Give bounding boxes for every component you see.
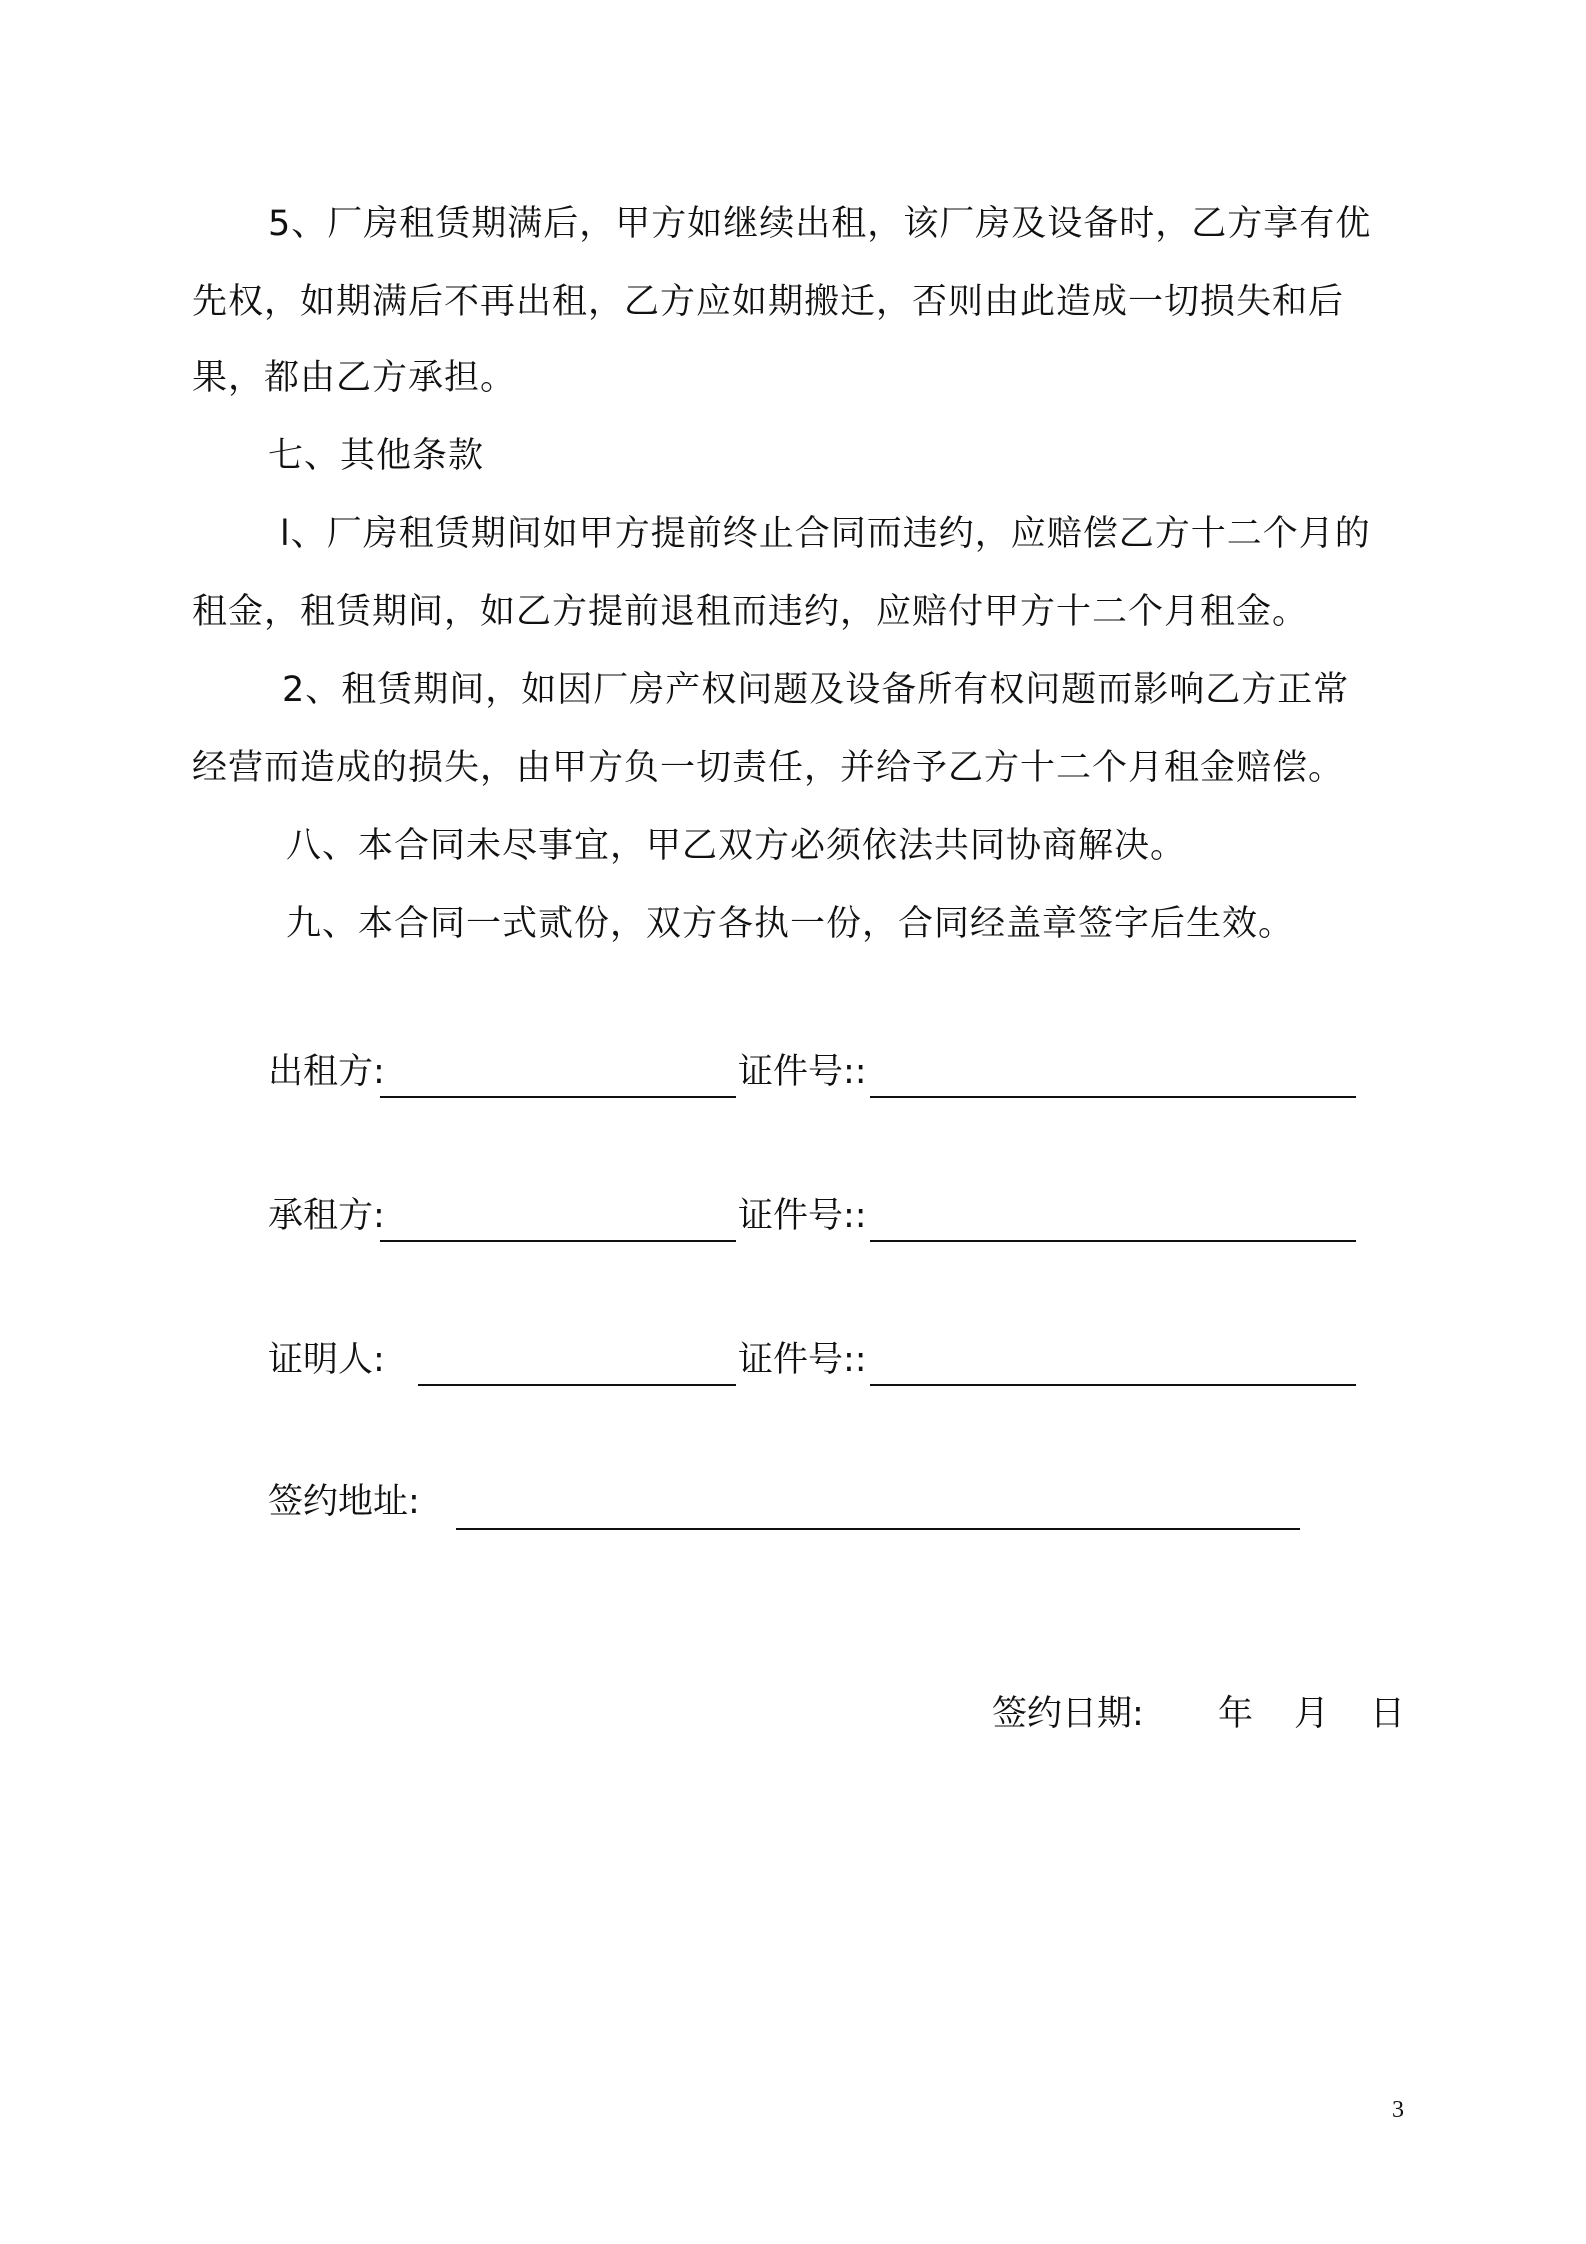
clause-5-line-1: 5、厂房租赁期满后，甲方如继续出租，该厂房及设备时，乙方享有优 [268, 204, 1372, 244]
witness-signature-line[interactable] [418, 1384, 736, 1386]
section-7-heading: 七、其他条款 [268, 436, 485, 476]
clause-7-1-line-1: l、厂房租赁期间如甲方提前终止合同而违约，应赔偿乙方十二个月的 [280, 514, 1371, 554]
clause-7-1-line-2: 租金，租赁期间，如乙方提前退租而违约，应赔付甲方十二个月租金。 [192, 592, 1309, 632]
signing-date-label: 签约日期: [992, 1694, 1144, 1734]
lessee-id-line[interactable] [870, 1240, 1356, 1242]
address-label: 签约地址: [268, 1482, 420, 1522]
witness-id-line[interactable] [870, 1384, 1356, 1386]
address-line[interactable] [456, 1528, 1300, 1530]
signing-date-year: 年 [1218, 1694, 1254, 1734]
witness-id-label: 证件号:: [738, 1340, 867, 1380]
clause-7-2-line-1: 2、租赁期间，如因厂房产权问题及设备所有权问题而影响乙方正常 [282, 670, 1350, 710]
signing-date-month: 月 [1294, 1694, 1330, 1734]
lessee-label: 承租方: [268, 1196, 385, 1236]
lessor-id-line[interactable] [870, 1096, 1356, 1098]
lessee-signature-line[interactable] [380, 1240, 736, 1242]
section-9-text: 九、本合同一式贰份，双方各执一份，合同经盖章签字后生效。 [286, 904, 1295, 944]
clause-5-line-2: 先权，如期满后不再出租，乙方应如期搬迁，否则由此造成一切损失和后 [192, 282, 1345, 322]
witness-label: 证明人: [268, 1340, 385, 1380]
clause-5-line-3: 果，都由乙方承担。 [192, 358, 517, 398]
lessor-id-label: 证件号:: [738, 1052, 867, 1092]
lessor-signature-line[interactable] [380, 1096, 736, 1098]
page-number: 3 [1392, 2097, 1404, 2123]
clause-7-2-line-2: 经营而造成的损失，由甲方负一切责任，并给予乙方十二个月租金赔偿。 [192, 748, 1345, 788]
section-8-text: 八、本合同未尽事宜，甲乙双方必须依法共同协商解决。 [286, 826, 1187, 866]
lessor-label: 出租方: [268, 1052, 385, 1092]
lessee-id-label: 证件号:: [738, 1196, 867, 1236]
signing-date-day: 日 [1370, 1694, 1406, 1734]
